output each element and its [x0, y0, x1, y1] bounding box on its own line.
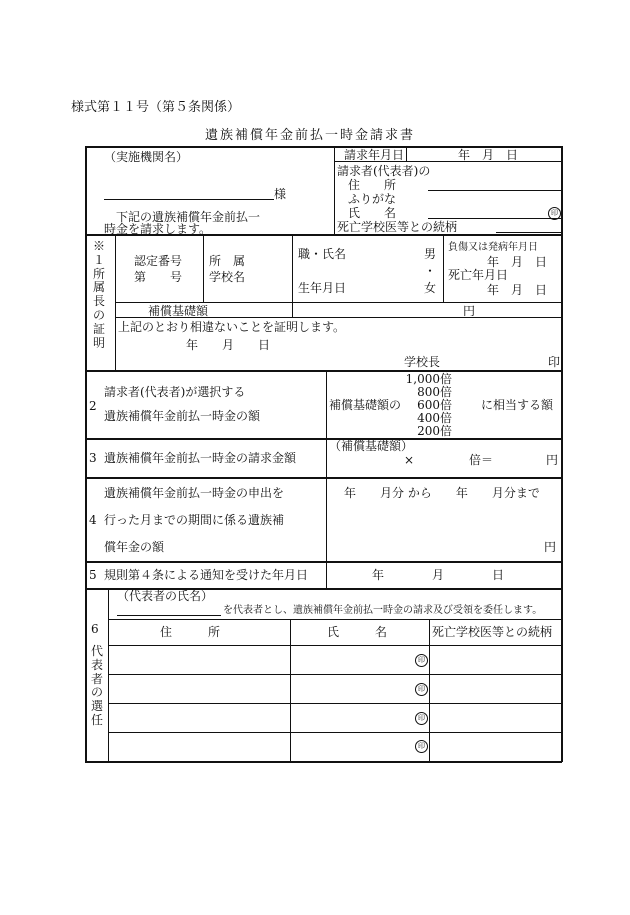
seal-icon: 印 — [548, 207, 561, 220]
injury-date-value: 年 月 日 — [487, 255, 548, 269]
section5-date: 年 月 日 — [372, 568, 505, 582]
injury-date-label: 負傷又は発病年月日 — [448, 242, 538, 253]
base-amount-label: 補償基礎額 — [148, 304, 209, 318]
sex-dot: ・ — [424, 264, 437, 278]
certify-text: 上記のとおり相違ないことを証明します。 — [118, 320, 346, 334]
section4-number: 4 — [89, 513, 97, 527]
sama-label: 様 — [274, 187, 287, 201]
request-line1: 下記の遺族補償年金前払一 — [116, 210, 261, 224]
section3-times: × — [404, 453, 415, 467]
form-number: 様式第１１号（第５条関係） — [71, 100, 241, 115]
name-label: 氏 名 — [348, 206, 397, 220]
section6-number: 6 — [91, 622, 99, 636]
section4-period: 年 月分 から 年 月分まで — [344, 486, 540, 500]
school-label: 学校名 — [209, 270, 246, 284]
multiplier-800: 800倍 — [417, 385, 452, 399]
section3-number: 3 — [89, 451, 97, 465]
section2-number: 2 — [89, 399, 97, 413]
address-label: 住 所 — [348, 178, 397, 192]
job-name-label: 職・氏名 — [298, 247, 347, 261]
seal-icon: 印 — [415, 712, 428, 725]
affiliation-label: 所 属 — [209, 254, 246, 268]
cert-no-unit: 第 号 — [134, 270, 183, 284]
multiplier-200: 200倍 — [417, 424, 452, 438]
claimant-label: 請求者(代表者)の — [337, 164, 431, 178]
multiplier-600: 600倍 — [417, 398, 452, 412]
multiplier-1000: 1,000倍 — [405, 372, 452, 386]
agency-label: （実施機関名） — [104, 150, 189, 164]
section4-line1: 遺族補償年金前払一時金の申出を — [104, 486, 285, 500]
principal-seal: 印 — [548, 355, 561, 369]
section3-bai-eq: 倍＝ — [469, 453, 494, 467]
section5-label: 規則第４条による通知を受けた年月日 — [104, 568, 309, 582]
section2-suffix: に相当する額 — [481, 398, 554, 412]
seal-icon: 印 — [415, 683, 428, 696]
relation-label: 死亡学校医等との続柄 — [337, 220, 458, 234]
principal-label: 学校長 — [404, 355, 441, 369]
section6-vertical-label: 代表者の選任 — [90, 644, 103, 727]
section3-yen: 円 — [546, 453, 559, 467]
seal-icon: 印 — [415, 654, 428, 667]
col-relation: 死亡学校医等との続柄 — [432, 625, 553, 639]
section1-vertical-label: ※１所属長の証明 — [92, 239, 105, 350]
section5-number: 5 — [89, 568, 97, 582]
page-title: 遺族補償年金前払一時金請求書 — [205, 128, 416, 143]
col-name: 氏 名 — [327, 625, 388, 639]
section2-base-label: 補償基礎額の — [329, 398, 402, 412]
certify-date: 年 月 日 — [186, 338, 271, 352]
death-date-value: 年 月 日 — [487, 283, 548, 297]
multiplier-400: 400倍 — [417, 411, 452, 425]
delegation-text: を代表者とし、遺族補償年金前払一時金の請求及び受領を委任します。 — [223, 605, 543, 616]
rep-name-label: （代表者の氏名） — [117, 589, 214, 603]
col-address: 住 所 — [160, 625, 221, 639]
male-label: 男 — [424, 247, 437, 261]
cert-no-label: 認定番号 — [134, 254, 183, 268]
section4-line2: 行った月までの期間に係る遺族補 — [104, 513, 285, 527]
section4-yen: 円 — [544, 540, 557, 554]
section2-line1: 請求者(代表者)が選択する — [104, 385, 246, 399]
birth-label: 生年月日 — [298, 281, 347, 295]
request-line2: 時金を請求します。 — [104, 222, 212, 236]
base-amount-unit: 円 — [463, 304, 476, 318]
section3-base-paren: （補償基礎額） — [329, 439, 414, 453]
female-label: 女 — [424, 281, 437, 295]
date-value: 年 月 日 — [458, 148, 519, 162]
furigana-label: ふりがな — [348, 192, 397, 206]
death-date-label: 死亡年月日 — [448, 268, 509, 282]
section2-line2: 遺族補償年金前払一時金の額 — [104, 409, 261, 423]
section3-label: 遺族補償年金前払一時金の請求金額 — [104, 451, 297, 465]
seal-icon: 印 — [415, 740, 428, 753]
section4-line3: 償年金の額 — [104, 540, 165, 554]
date-label: 請求年月日 — [344, 148, 405, 162]
